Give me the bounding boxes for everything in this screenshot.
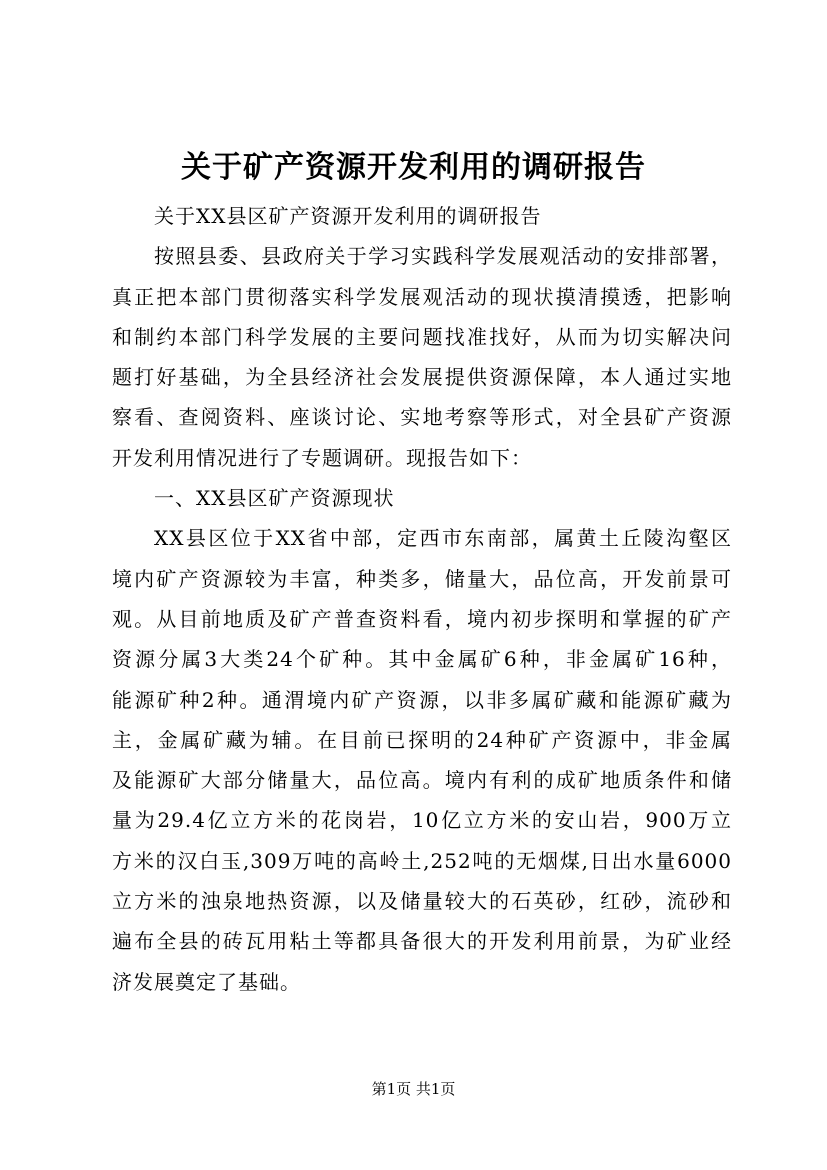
paragraph-line: 及能源矿大部分储量大，品位高。境内有利的成矿地质条件和储	[112, 768, 732, 793]
paragraph-line: 方米的汉白玉,309万吨的高岭土,252吨的无烟煤,日出水量6000	[112, 848, 732, 873]
paragraph-line: 按照县委、县政府关于学习实践科学发展观活动的安排部署，	[154, 244, 732, 269]
paragraph-line: XX县区位于XX省中部，定西市东南部，属黄土丘陵沟壑区	[154, 526, 732, 551]
page-footer: 第1页 共1页	[371, 1080, 456, 1098]
paragraph-line: 察看、查阅资料、座谈讨论、实地考察等形式，对全县矿产资源	[112, 405, 732, 430]
paragraph-line: 遍布全县的砖瓦用粘土等都具备很大的开发利用前景，为矿业经	[112, 929, 732, 954]
paragraph-line: 题打好基础，为全县经济社会发展提供资源保障，本人通过实地	[112, 365, 732, 390]
paragraph-line: 资源分属3大类24个矿种。其中金属矿6种，非金属矿16种，	[112, 647, 732, 672]
paragraph-line: 开发利用情况进行了专题调研。现报告如下：	[112, 445, 532, 470]
subtitle-line: 关于XX县区矿产资源开发利用的调研报告	[154, 204, 542, 228]
paragraph-line: 境内矿产资源较为丰富，种类多，储量大，品位高，开发前景可	[112, 566, 732, 591]
paragraph-line: 量为29.4亿立方米的花岗岩，10亿立方米的安山岩，900万立	[112, 808, 732, 833]
paragraph-line: 主，金属矿藏为辅。在目前已探明的24种矿产资源中，非金属	[112, 727, 732, 752]
paragraph-line: 和制约本部门科学发展的主要问题找准找好，从而为切实解决问	[112, 324, 732, 349]
paragraph-line: 观。从目前地质及矿产普查资料看，境内初步探明和掌握的矿产	[112, 606, 732, 631]
document-body	[112, 196, 732, 1002]
paragraph-line: 能源矿种2种。通渭境内矿产资源，以非多属矿藏和能源矿藏为	[112, 687, 732, 712]
paragraph-line: 立方米的浊泉地热资源，以及储量较大的石英砂，红砂，流砂和	[112, 889, 732, 914]
document-title: 关于矿产资源开发利用的调研报告	[181, 150, 646, 185]
paragraph-line: 真正把本部门贯彻落实科学发展观活动的现状摸清摸透，把影响	[112, 284, 732, 309]
section-heading: 一、XX县区矿产资源现状	[154, 486, 395, 511]
paragraph-line: 济发展奠定了基础。	[112, 969, 301, 994]
